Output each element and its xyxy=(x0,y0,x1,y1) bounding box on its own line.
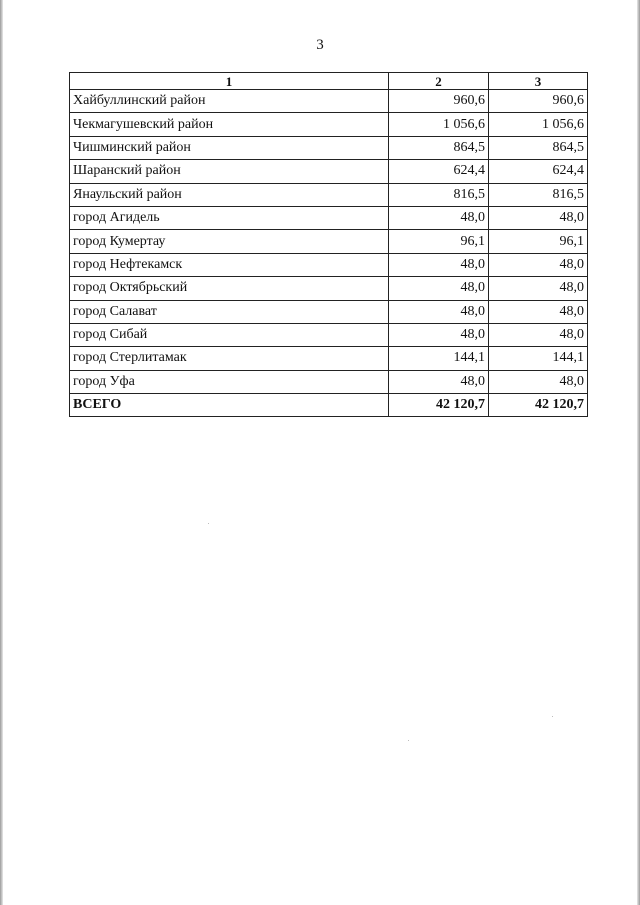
row-col2-cell: 816,5 xyxy=(389,183,489,206)
row-col3-cell: 96,1 xyxy=(489,230,588,253)
row-col3-cell: 1 056,6 xyxy=(489,113,588,136)
row-name-cell: город Уфа xyxy=(70,370,389,393)
table-row xyxy=(70,113,588,136)
row-col2-cell: 960,6 xyxy=(389,90,489,113)
row-col3-cell: 48,0 xyxy=(489,323,588,346)
table-header-row xyxy=(70,73,588,90)
row-col2-cell: 96,1 xyxy=(389,230,489,253)
row-col3-cell: 48,0 xyxy=(489,253,588,276)
table-row xyxy=(70,90,588,113)
table-row xyxy=(70,136,588,159)
column-header-2: 2 xyxy=(389,73,489,90)
row-col3-cell: 48,0 xyxy=(489,277,588,300)
table-row xyxy=(70,230,588,253)
row-col2-cell: 624,4 xyxy=(389,160,489,183)
scan-edge-left xyxy=(0,0,3,905)
table-row xyxy=(70,347,588,370)
row-name-cell: Хайбуллинский район xyxy=(70,90,389,113)
table-body xyxy=(70,90,588,394)
row-name-cell: Чекмагушевский район xyxy=(70,113,389,136)
row-name-cell: город Нефтекамск xyxy=(70,253,389,276)
page-number: 3 xyxy=(316,37,324,53)
total-label: ВСЕГО xyxy=(70,394,389,417)
scan-speck xyxy=(208,523,209,524)
row-col3-cell: 48,0 xyxy=(489,300,588,323)
row-col2-cell: 1 056,6 xyxy=(389,113,489,136)
total-col2: 42 120,7 xyxy=(389,394,489,417)
row-name-cell: город Кумертау xyxy=(70,230,389,253)
column-header-3: 3 xyxy=(489,73,588,90)
row-name-cell: город Стерлитамак xyxy=(70,347,389,370)
row-col3-cell: 48,0 xyxy=(489,206,588,229)
table-row xyxy=(70,323,588,346)
table-row xyxy=(70,277,588,300)
table-row xyxy=(70,183,588,206)
column-header-1: 1 xyxy=(70,73,389,90)
row-col2-cell: 48,0 xyxy=(389,277,489,300)
row-name-cell: город Агидель xyxy=(70,206,389,229)
row-name-cell: город Салават xyxy=(70,300,389,323)
row-col3-cell: 960,6 xyxy=(489,90,588,113)
row-col3-cell: 864,5 xyxy=(489,136,588,159)
row-name-cell: Янаульский район xyxy=(70,183,389,206)
total-col3: 42 120,7 xyxy=(489,394,588,417)
scan-speck xyxy=(552,716,553,717)
data-table xyxy=(69,72,588,417)
row-col2-cell: 144,1 xyxy=(389,347,489,370)
row-col3-cell: 48,0 xyxy=(489,370,588,393)
table-row xyxy=(70,253,588,276)
row-col2-cell: 48,0 xyxy=(389,323,489,346)
table-row xyxy=(70,300,588,323)
table-row xyxy=(70,206,588,229)
table-row xyxy=(70,160,588,183)
row-name-cell: город Сибай xyxy=(70,323,389,346)
row-col3-cell: 624,4 xyxy=(489,160,588,183)
row-col2-cell: 48,0 xyxy=(389,370,489,393)
scan-speck xyxy=(408,740,409,741)
row-col2-cell: 48,0 xyxy=(389,206,489,229)
row-col2-cell: 864,5 xyxy=(389,136,489,159)
row-col3-cell: 816,5 xyxy=(489,183,588,206)
row-name-cell: город Октябрьский xyxy=(70,277,389,300)
total-row xyxy=(70,394,588,417)
row-col2-cell: 48,0 xyxy=(389,253,489,276)
row-col2-cell: 48,0 xyxy=(389,300,489,323)
row-col3-cell: 144,1 xyxy=(489,347,588,370)
table-row xyxy=(70,370,588,393)
row-name-cell: Чишминский район xyxy=(70,136,389,159)
row-name-cell: Шаранский район xyxy=(70,160,389,183)
